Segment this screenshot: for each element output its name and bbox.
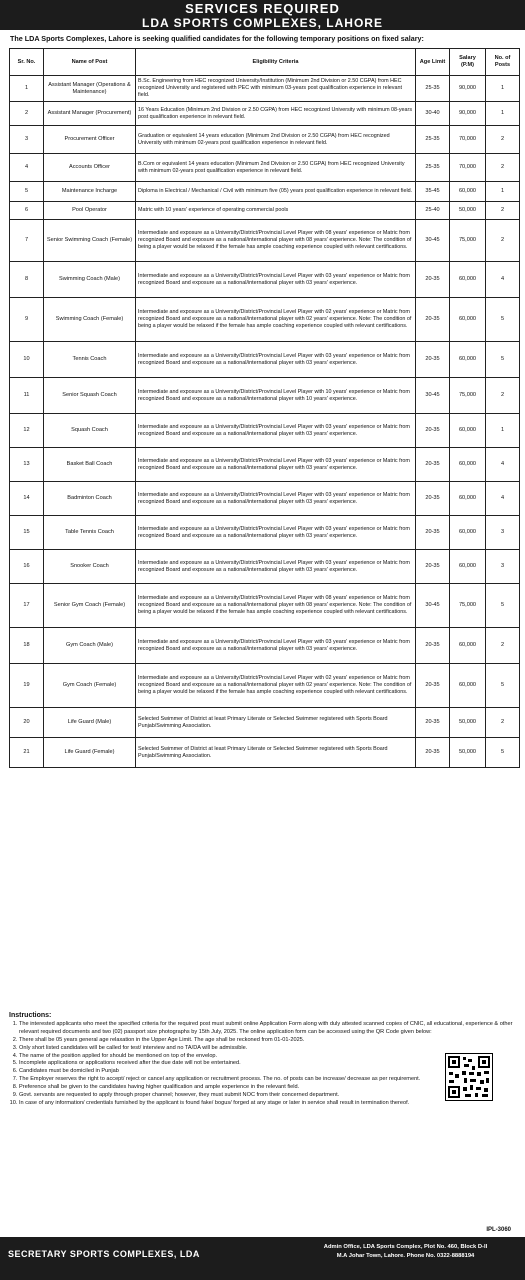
table-header-row	[10, 49, 520, 76]
table-row	[10, 298, 520, 342]
cell-criteria: Intermediate and exposure as a University/District/Provincial Level Player with 02 years' experience or Matric from recognized Board and exposure as a national/international player with 02 years' experience. Note: The condition of being a player would be relaxed if the female has ample coaching experience coupled with relevant certifications.	[136, 298, 416, 342]
cell-age-limit: 30-45	[416, 220, 450, 262]
cell-post-name: Senior Squash Coach	[44, 378, 136, 414]
cell-criteria: Intermediate and exposure as a University/District/Provincial Level Player with 03 years' experience or Matric from recognized Board and exposure as a national/international player with 03 years' experience.	[136, 550, 416, 584]
cell-criteria: Intermediate and exposure as a University/District/Provincial Level Player with 03 years' experience or Matric from recognized Board and exposure as a national/international player with 03 years' experience.	[136, 342, 416, 378]
intro-text: The LDA Sports Complexes, Lahore is seeking qualified candidates for the following temporary positions on fixed salary:	[10, 34, 424, 43]
cell-sr-no: 4	[10, 154, 44, 182]
qr-code-icon[interactable]	[445, 1053, 493, 1101]
cell-age-limit: 20-35	[416, 414, 450, 448]
cell-criteria: Intermediate and exposure as a University/District/Provincial Level Player with 08 years' experience or Matric from recognized Board and exposure as a national/international player with 08 years' experience. Note: The condition of being a player would be relaxed if the female has ample coaching experience coupled with relevant certifications.	[136, 220, 416, 262]
cell-salary: 75,000	[450, 220, 486, 262]
cell-posts: 5	[486, 584, 520, 628]
header-subtitle: LDA SPORTS COMPLEXES, LAHORE	[142, 16, 383, 30]
cell-age-limit: 20-35	[416, 342, 450, 378]
table-row	[10, 738, 520, 768]
cell-post-name: Accounts Officer	[44, 154, 136, 182]
cell-salary: 60,000	[450, 448, 486, 482]
table-row	[10, 154, 520, 182]
cell-salary: 75,000	[450, 584, 486, 628]
cell-post-name: Life Guard (Female)	[44, 738, 136, 768]
cell-age-limit: 20-35	[416, 628, 450, 664]
cell-posts: 2	[486, 202, 520, 220]
cell-criteria: Intermediate and exposure as a University/District/Provincial Level Player with 08 years' experience or Matric from recognized Board and exposure as a national/international player with 08 years' experience. Note: The condition of being a player would be relaxed if the female has ample coaching experience coupled with relevant certifications.	[136, 584, 416, 628]
cell-post-name: Life Guard (Male)	[44, 708, 136, 738]
cell-sr-no: 11	[10, 378, 44, 414]
cell-post-name: Assistant Manager (Procurement)	[44, 102, 136, 126]
cell-criteria: Intermediate and exposure as a University/District/Provincial Level Player with 03 years' experience or Matric from recognized Board and exposure as a national/international player with 03 years' experience.	[136, 482, 416, 516]
cell-salary: 60,000	[450, 664, 486, 708]
cell-salary: 70,000	[450, 154, 486, 182]
cell-criteria: Intermediate and exposure as a University/District/Provincial Level Player with 03 years' experience or Matric from recognized Board and exposure as a national/international player with 03 years' experience.	[136, 516, 416, 550]
qr-code-graphic	[446, 1054, 492, 1100]
instruction-item: 6. Candidates must be domiciled in Punjab	[19, 1068, 519, 1076]
instructions-list	[9, 1021, 519, 1108]
instructions-title: Instructions:	[9, 1012, 52, 1019]
cell-sr-no: 2	[10, 102, 44, 126]
instruction-item: 2. There shall be 05 years general age relaxation in the Upper Age Limit. The age shall be reckoned from 01-01-2025.	[19, 1037, 519, 1045]
ipl-code: IPL-3060	[486, 1227, 511, 1233]
table-row	[10, 202, 520, 220]
cell-sr-no: 3	[10, 126, 44, 154]
table-row	[10, 482, 520, 516]
cell-sr-no: 21	[10, 738, 44, 768]
cell-post-name: Basket Ball Coach	[44, 448, 136, 482]
instruction-item: 9. Govt. servants are requested to apply through proper channel; however, they must submit NOC from their concerned department.	[19, 1092, 519, 1100]
cell-age-limit: 25-40	[416, 202, 450, 220]
cell-sr-no: 17	[10, 584, 44, 628]
cell-salary: 50,000	[450, 738, 486, 768]
table-row	[10, 126, 520, 154]
table-row	[10, 76, 520, 102]
cell-criteria: B.Sc. Engineering from HEC recognized University/Institution (Minimum 2nd Division or 2.50 CGPA) from HEC recognized University and registered with PEC with minimum 03-years post qualification experience in relevant field.	[136, 76, 416, 102]
cell-posts: 2	[486, 126, 520, 154]
cell-criteria: 16 Years Education (Minimum 2nd Division or 2.50 CGPA) from HEC recognized University with minimum 08-years post qualification experience in relevant field.	[136, 102, 416, 126]
cell-criteria: Intermediate and exposure as a University/District/Provincial Level Player with 03 years' experience or Matric from recognized Board and exposure as a national/international player with 03 years' experience.	[136, 448, 416, 482]
cell-post-name: Squash Coach	[44, 414, 136, 448]
cell-posts: 1	[486, 182, 520, 202]
cell-salary: 60,000	[450, 298, 486, 342]
cell-criteria: Selected Swimmer of District at least Primary Literate or Selected Swimmer registered with Sports Board Punjab/Swimming Association.	[136, 738, 416, 768]
cell-post-name: Gym Coach (Female)	[44, 664, 136, 708]
cell-sr-no: 8	[10, 262, 44, 298]
table-row	[10, 708, 520, 738]
cell-salary: 60,000	[450, 516, 486, 550]
table-row	[10, 584, 520, 628]
col-salary: Salary (P.M)	[450, 49, 486, 76]
cell-age-limit: 20-35	[416, 738, 450, 768]
cell-post-name: Maintenance Incharge	[44, 182, 136, 202]
cell-post-name: Tennis Coach	[44, 342, 136, 378]
cell-age-limit: 20-35	[416, 482, 450, 516]
table-row	[10, 414, 520, 448]
cell-age-limit: 35-45	[416, 182, 450, 202]
cell-posts: 2	[486, 220, 520, 262]
cell-age-limit: 20-35	[416, 708, 450, 738]
cell-criteria: Graduation or equivalent 14 years education (Minimum 2nd Division or 2.50 CGPA) from HEC recognized University with minimum 02-years post qualification experience in relevant field.	[136, 126, 416, 154]
cell-sr-no: 5	[10, 182, 44, 202]
cell-age-limit: 25-35	[416, 76, 450, 102]
cell-age-limit: 20-35	[416, 516, 450, 550]
cell-posts: 4	[486, 262, 520, 298]
cell-sr-no: 9	[10, 298, 44, 342]
instructions-section	[9, 1012, 519, 1108]
cell-posts: 2	[486, 628, 520, 664]
cell-sr-no: 13	[10, 448, 44, 482]
table-row	[10, 102, 520, 126]
header-banner	[0, 0, 525, 30]
cell-posts: 4	[486, 482, 520, 516]
cell-age-limit: 20-35	[416, 298, 450, 342]
cell-sr-no: 7	[10, 220, 44, 262]
cell-post-name: Pool Operator	[44, 202, 136, 220]
cell-posts: 5	[486, 738, 520, 768]
cell-posts: 2	[486, 708, 520, 738]
cell-sr-no: 10	[10, 342, 44, 378]
instruction-item: 3. Only short listed candidates will be called for test/ interview and no TA/DA will be admissible.	[19, 1045, 519, 1053]
table-row	[10, 516, 520, 550]
cell-post-name: Gym Coach (Male)	[44, 628, 136, 664]
cell-salary: 90,000	[450, 76, 486, 102]
cell-posts: 1	[486, 102, 520, 126]
cell-criteria: Intermediate and exposure as a University/District/Provincial Level Player with 03 years' experience or Matric from recognized Board and exposure as a national/international player with 03 years' experience.	[136, 262, 416, 298]
table-row	[10, 664, 520, 708]
cell-salary: 60,000	[450, 550, 486, 584]
cell-salary: 90,000	[450, 102, 486, 126]
cell-post-name: Senior Swimming Coach (Female)	[44, 220, 136, 262]
cell-post-name: Procurement Officer	[44, 126, 136, 154]
cell-posts: 3	[486, 516, 520, 550]
table-row	[10, 628, 520, 664]
cell-sr-no: 20	[10, 708, 44, 738]
positions-table	[9, 48, 520, 768]
cell-sr-no: 19	[10, 664, 44, 708]
cell-age-limit: 30-40	[416, 102, 450, 126]
instruction-item: 4. The name of the position applied for should be mentioned on top of the envelop.	[19, 1053, 519, 1061]
col-age-limit: Age Limit	[416, 49, 450, 76]
cell-age-limit: 20-35	[416, 664, 450, 708]
cell-sr-no: 15	[10, 516, 44, 550]
cell-salary: 60,000	[450, 628, 486, 664]
table-row	[10, 262, 520, 298]
col-criteria: Eligibility Criteria	[136, 49, 416, 76]
cell-posts: 1	[486, 76, 520, 102]
cell-post-name: Senior Gym Coach (Female)	[44, 584, 136, 628]
cell-age-limit: 20-35	[416, 448, 450, 482]
col-post-name: Name of Post	[44, 49, 136, 76]
cell-posts: 2	[486, 378, 520, 414]
cell-age-limit: 30-45	[416, 378, 450, 414]
cell-sr-no: 18	[10, 628, 44, 664]
cell-age-limit: 25-35	[416, 154, 450, 182]
cell-age-limit: 25-35	[416, 126, 450, 154]
footer-secretary: SECRETARY SPORTS COMPLEXES, LDA	[8, 1249, 200, 1259]
cell-criteria: Intermediate and exposure as a University/District/Provincial Level Player with 03 years' experience or Matric from recognized Board and exposure as a national/international player with 03 years' experience.	[136, 414, 416, 448]
cell-posts: 5	[486, 342, 520, 378]
footer-address-line1: Admin Office, LDA Sports Complex, Plot No. 460, Block D-II	[323, 1244, 488, 1250]
cell-posts: 2	[486, 154, 520, 182]
cell-post-name: Badminton Coach	[44, 482, 136, 516]
cell-criteria: B.Com or equivalent 14 years education (Minimum 2nd Division or 2.50 CGPA) from HEC recognized University with minimum 02-years post qualification experience in relevant field.	[136, 154, 416, 182]
cell-age-limit: 20-35	[416, 550, 450, 584]
instruction-item: 10. In case of any information/ credentials furnished by the applicant is found fake/ bogus/ forged at any stage or later in service shall result in termination thereof.	[19, 1100, 519, 1108]
instruction-item: 1. The interested applicants who meet the specified criteria for the required post must submit online Application Form along with duly attested scanned copies of CNIC, all educational, experience & other relevant required documents and two (02) passport size photographs by 15th July, 2025. The online application form can be accessed using the QR Code given below:	[19, 1021, 519, 1037]
cell-salary: 60,000	[450, 342, 486, 378]
cell-post-name: Snooker Coach	[44, 550, 136, 584]
cell-salary: 60,000	[450, 182, 486, 202]
cell-posts: 5	[486, 298, 520, 342]
cell-posts: 5	[486, 664, 520, 708]
cell-age-limit: 30-45	[416, 584, 450, 628]
cell-sr-no: 16	[10, 550, 44, 584]
cell-post-name: Assistant Manager (Operations & Maintenance)	[44, 76, 136, 102]
cell-salary: 60,000	[450, 482, 486, 516]
table-row	[10, 448, 520, 482]
cell-salary: 75,000	[450, 378, 486, 414]
cell-sr-no: 12	[10, 414, 44, 448]
instruction-item: 7. The Employer reserves the right to accept/ reject or cancel any application or recruitment process. The no. of posts can be increase/ decrease as per requirement.	[19, 1076, 519, 1084]
cell-posts: 3	[486, 550, 520, 584]
cell-sr-no: 14	[10, 482, 44, 516]
cell-posts: 1	[486, 414, 520, 448]
cell-salary: 60,000	[450, 262, 486, 298]
table-body	[10, 76, 520, 768]
cell-salary: 50,000	[450, 202, 486, 220]
cell-criteria: Matric with 10 years' experience of operating commercial pools	[136, 202, 416, 220]
header-title: SERVICES REQUIRED	[185, 1, 340, 16]
cell-salary: 50,000	[450, 708, 486, 738]
col-posts: No. of Posts	[486, 49, 520, 76]
table-row	[10, 342, 520, 378]
cell-post-name: Table Tennis Coach	[44, 516, 136, 550]
cell-post-name: Swimming Coach (Male)	[44, 262, 136, 298]
cell-salary: 70,000	[450, 126, 486, 154]
cell-criteria: Diploma in Electrical / Mechanical / Civil with minimum five (05) years post qualification experience in relevant field.	[136, 182, 416, 202]
cell-sr-no: 6	[10, 202, 44, 220]
cell-criteria: Intermediate and exposure as a University/District/Provincial Level Player with 03 years' experience or Matric from recognized Board and exposure as a national/international player with 03 years' experience.	[136, 628, 416, 664]
instruction-item: 8. Preference shall be given to the candidates having higher qualification and ample experience in the relevant field.	[19, 1084, 519, 1092]
cell-salary: 60,000	[450, 414, 486, 448]
footer-address-line2: M.A Johar Town, Lahore. Phone No. 0322-8888194	[336, 1253, 475, 1259]
table-row	[10, 220, 520, 262]
table-row	[10, 550, 520, 584]
footer-banner	[0, 1237, 525, 1280]
cell-criteria: Selected Swimmer of District at least Primary Literate or Selected Swimmer registered with Sports Board Punjab/Swimming Association.	[136, 708, 416, 738]
instruction-item: 5. Incomplete applications or applications received after the due date will not be entertained.	[19, 1060, 519, 1068]
cell-sr-no: 1	[10, 76, 44, 102]
cell-age-limit: 20-35	[416, 262, 450, 298]
table-row	[10, 182, 520, 202]
cell-post-name: Swimming Coach (Female)	[44, 298, 136, 342]
col-sr-no: Sr. No.	[10, 49, 44, 76]
cell-criteria: Intermediate and exposure as a University/District/Provincial Level Player with 10 years' experience or Matric from recognized Board and exposure as a national/international player with 10 years' experience.	[136, 378, 416, 414]
cell-posts: 4	[486, 448, 520, 482]
table-row	[10, 378, 520, 414]
cell-criteria: Intermediate and exposure as a University/District/Provincial Level Player with 02 years' experience or Matric from recognized Board and exposure as a national/international player with 02 years' experience. Note: The condition of being a player would be relaxed if the female has ample coaching experience coupled with relevant certifications.	[136, 664, 416, 708]
footer-address	[293, 1243, 518, 1261]
